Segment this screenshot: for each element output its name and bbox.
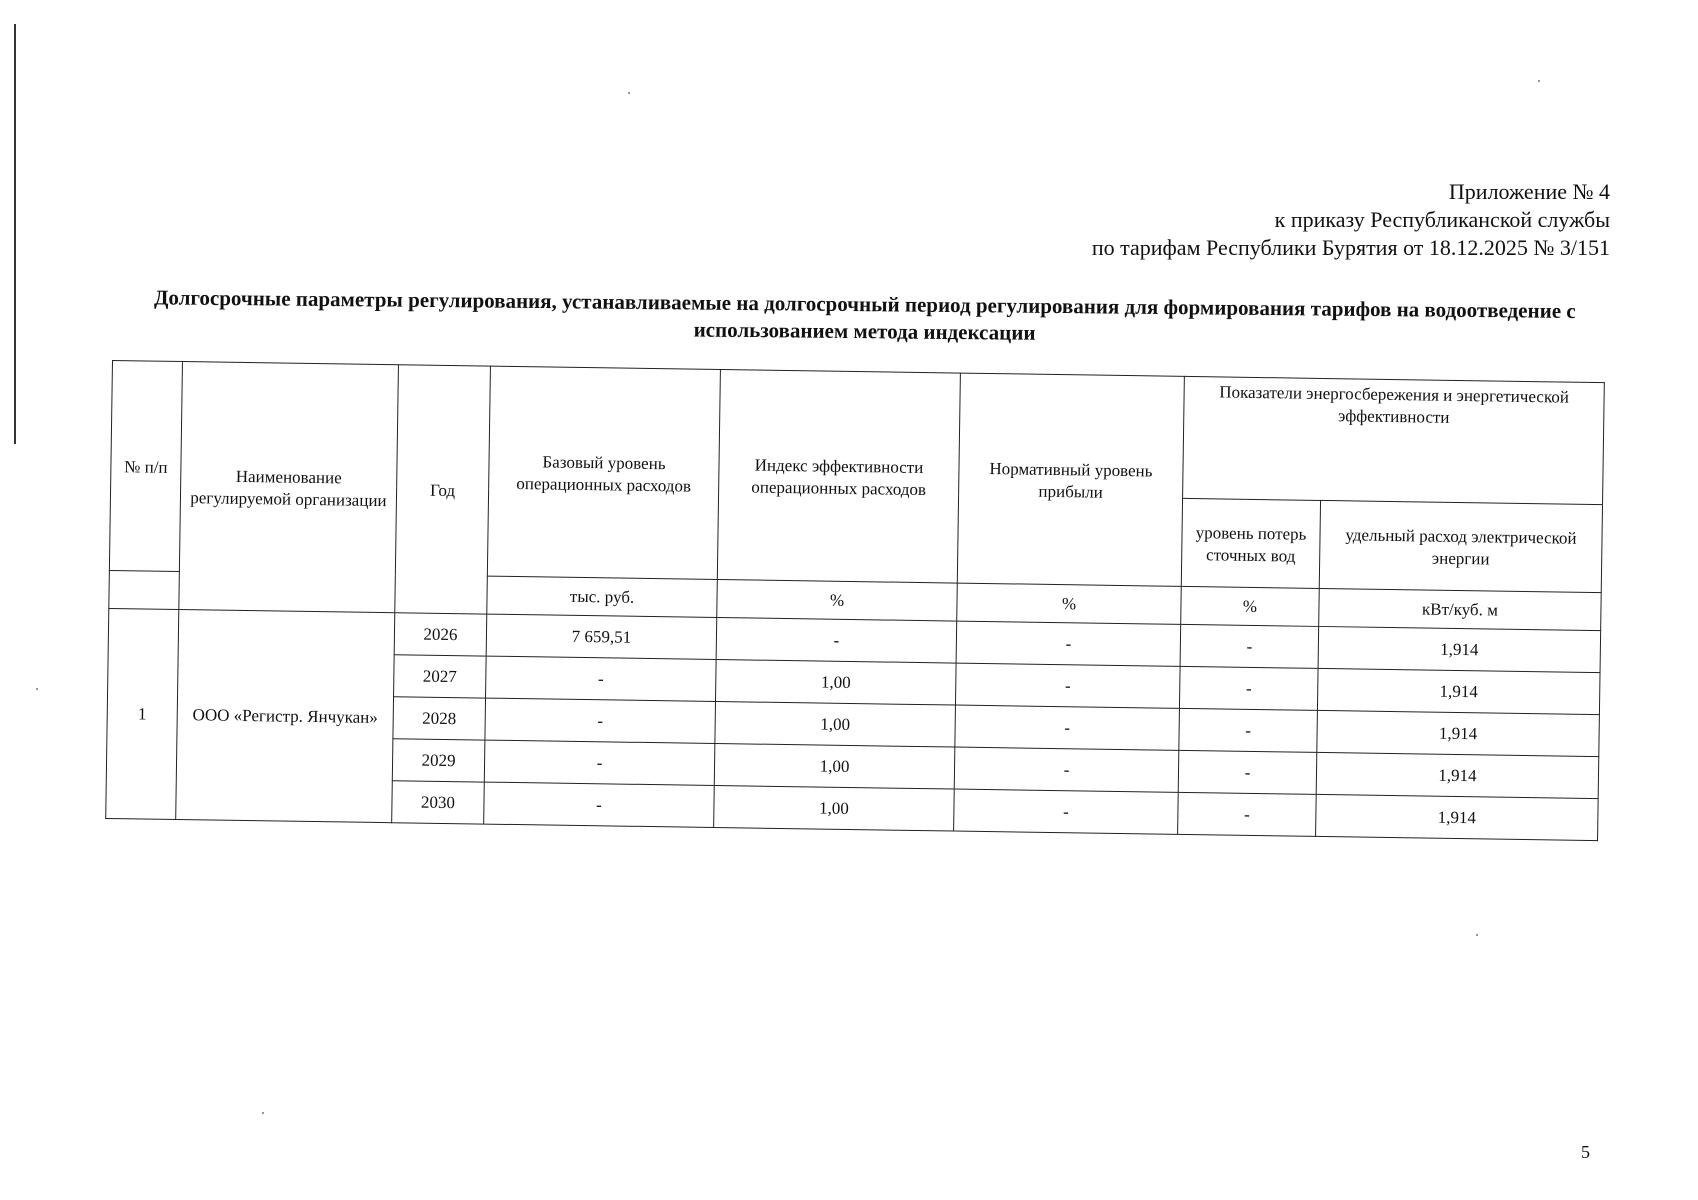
parameters-table-container (105, 360, 1605, 841)
cell-efficiency-index: 1,00 (715, 701, 956, 747)
cell-base-opex: - (485, 698, 716, 743)
parameters-table (105, 360, 1605, 841)
cell-year: 2028 (393, 697, 486, 740)
header-efficiency-index: Индекс эффективности операционных расходов (717, 370, 960, 584)
header-number-continued (109, 570, 180, 609)
unit-profit-level: % (957, 583, 1182, 624)
cell-efficiency-index: 1,00 (714, 785, 955, 831)
header-year: Год (395, 365, 491, 614)
cell-losses: - (1178, 750, 1317, 794)
scan-edge-line (14, 24, 16, 444)
appendix-date: по тарифам Республики Бурятия от 18.12.2025 № 3/151 (1091, 235, 1610, 260)
unit-specific-energy: кВт/куб. м (1319, 588, 1602, 630)
scan-speck (1538, 80, 1540, 82)
cell-specific-energy: 1,914 (1317, 668, 1600, 714)
cell-specific-energy: 1,914 (1317, 710, 1600, 756)
header-profit-level: Нормативный уровень прибыли (957, 373, 1184, 586)
page-number: 5 (1581, 1142, 1590, 1162)
cell-efficiency-index: 1,00 (714, 743, 955, 789)
header-losses: уровень потерь сточных вод (1181, 498, 1320, 588)
appendix-reference (1092, 178, 1610, 262)
scan-speck (628, 92, 630, 94)
cell-year: 2030 (392, 781, 485, 824)
organization-name: ООО «Регистр. Янчукан» (176, 610, 395, 823)
cell-base-opex: - (484, 782, 715, 827)
unit-efficiency-index: % (717, 580, 958, 622)
cell-profit-level: - (954, 789, 1179, 834)
cell-specific-energy: 1,914 (1318, 626, 1601, 672)
cell-specific-energy: 1,914 (1316, 794, 1599, 840)
header-energy-group: Показатели энергосбережения и энергетической эффективности (1183, 376, 1605, 504)
cell-year: 2027 (394, 655, 487, 698)
cell-losses: - (1179, 666, 1318, 710)
cell-specific-energy: 1,914 (1316, 752, 1599, 798)
cell-base-opex: - (486, 656, 717, 701)
appendix-number: Приложение № 4 (1448, 179, 1610, 204)
cell-efficiency-index: - (716, 617, 957, 663)
cell-year: 2029 (392, 739, 485, 782)
cell-profit-level: - (955, 663, 1180, 708)
cell-efficiency-index: 1,00 (716, 659, 957, 705)
header-specific-energy: удельный расход электрической энергии (1319, 500, 1602, 592)
row-number: 1 (106, 608, 179, 819)
unit-losses: % (1181, 586, 1320, 626)
cell-base-opex: - (484, 740, 715, 785)
appendix-order: к приказу Республиканской службы (1274, 207, 1610, 232)
cell-profit-level: - (955, 705, 1180, 750)
cell-losses: - (1180, 624, 1319, 668)
cell-profit-level: - (956, 621, 1181, 666)
cell-year: 2026 (394, 613, 487, 656)
header-organization: Наименование регулируемой организации (179, 362, 399, 613)
document-title: Долгосрочные параметры регулирования, устанавливаемые на долгосрочный период регулирования для формирования тарифов на водоотведение с использованием метода индексации (153, 285, 1576, 345)
cell-losses: - (1179, 708, 1318, 752)
cell-losses: - (1178, 792, 1317, 836)
scan-speck (36, 688, 38, 690)
header-base-opex: Базовый уровень операционных расходов (487, 366, 720, 579)
scan-speck (1476, 934, 1478, 936)
scan-speck (262, 1112, 264, 1114)
unit-base-opex: тыс. руб. (487, 576, 718, 617)
header-number: № п/п (109, 361, 182, 572)
cell-profit-level: - (954, 747, 1179, 792)
cell-base-opex: 7 659,51 (486, 614, 717, 659)
